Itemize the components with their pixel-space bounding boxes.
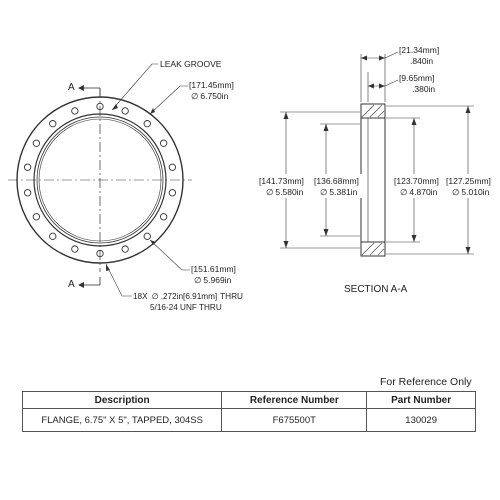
cell-part-number: 130029 [367,409,476,432]
leak-groove-label: LEAK GROOVE [160,59,222,69]
bolt-hole [160,140,166,146]
d2-dim-mm: [136.68mm] [314,176,359,186]
thickness-dim-mm: [21.34mm] [399,45,440,55]
bolt-hole [144,121,150,127]
cell-description: FLANGE, 6.75" X 5", TAPPED, 304SS [23,409,222,432]
bolt-hole [24,190,30,196]
d3-dim-mm: [123.70mm] [394,176,439,186]
section-view [280,52,474,256]
od-dim-mm: [171.45mm] [189,80,234,90]
header-reference-number: Reference Number [222,392,367,409]
table-header-row [23,392,476,409]
d1-dim-in: ∅ 5.580in [266,187,304,197]
bolt-hole [169,190,175,196]
section-arrow-bottom [78,282,84,288]
section-title: SECTION A-A [344,284,408,295]
d2-dim-in: ∅ 5.381in [320,187,358,197]
bolt-hole [72,108,78,114]
section-arrow-top [78,85,84,91]
bolt-hole [122,246,128,252]
od-dim-in: ∅ 6.750in [191,91,229,101]
header-part-number: Part Number [367,392,476,409]
bolt-circle-dim-in: ∅ 5.969in [194,275,232,285]
d4-dim-mm: [127.25mm] [446,176,491,186]
bolt-hole [160,214,166,220]
step-dim-mm: [9.65mm] [399,73,435,83]
section-marker-top: A [68,82,75,93]
section-marker-bottom: A [68,279,75,290]
bolt-hole [122,108,128,114]
leak-groove-leader [112,64,158,110]
bolt-hole [33,140,39,146]
bolt-hole [50,121,56,127]
table-row [23,409,476,432]
bolt-hole [169,164,175,170]
od-leader [150,86,188,114]
bolt-hole [50,233,56,239]
d4-dim-in: ∅ 5.010in [452,187,490,197]
step-dim-in: .380in [412,84,436,94]
hole-callout-line2: 5/16-24 UNF THRU [150,303,222,312]
bolt-circle-dim-mm: [151.61mm] [191,264,236,274]
d3-dim-in: ∅ 4.870in [400,187,438,197]
hole-callout-line1: 18X ∅ .272in[6.91mm] THRU [133,292,243,301]
cell-reference-number: F675500T [222,409,367,432]
bolt-hole [144,233,150,239]
bolt-hole [33,214,39,220]
part-info-table [22,391,476,432]
front-view [8,64,192,296]
d1-dim-mm: [141.73mm] [259,176,304,186]
header-description: Description [23,392,222,409]
bolt-hole [24,164,30,170]
hole-callout-leader [106,264,132,296]
bolt-hole [72,246,78,252]
section-dim-arrows [284,56,471,255]
reference-note: For Reference Only [380,376,472,388]
bolt-circle-leader [150,240,190,270]
thickness-dim-in: .840in [410,56,434,66]
